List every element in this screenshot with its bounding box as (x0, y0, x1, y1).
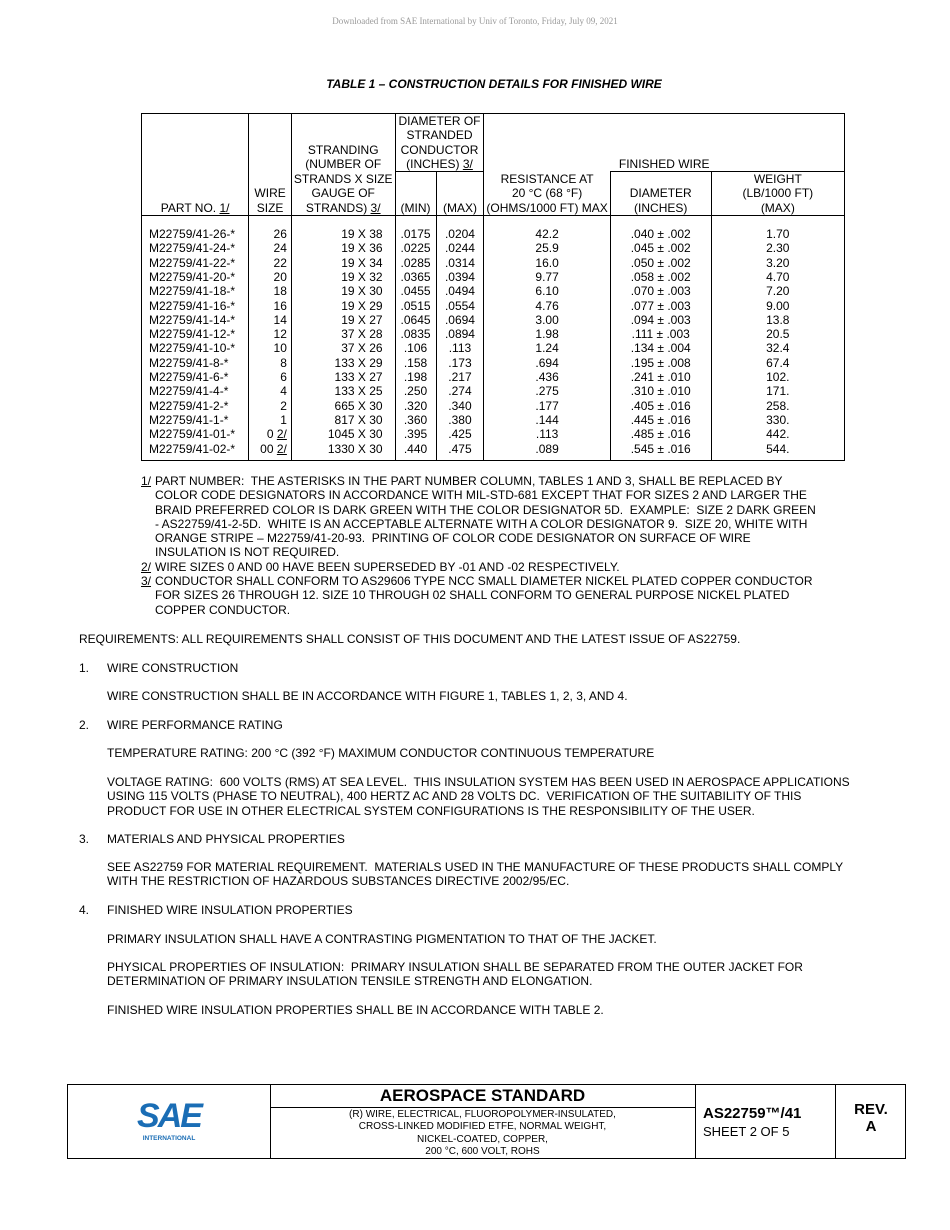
cell-resistance: .113 (535, 427, 559, 442)
cell-part-no: M22759/41-01-* (149, 427, 236, 442)
cell-weight: 4.70 (766, 269, 790, 284)
section-3-paragraph: SEE AS22759 FOR MATERIAL REQUIREMENT. MATERIALS USED IN THE MANUFACTURE OF THESE PRODUCTS SHALL COMPLY WITH THE RESTRICTION OF HAZARDOUS SUBSTANCES DIRECTIVE 2002/95/EC. (107, 860, 844, 889)
cell-weight: 32.4 (766, 341, 790, 356)
cell-wire-size: 6 (280, 370, 287, 385)
cell-min: .395 (403, 427, 428, 442)
cell-part-no: M22759/41-6-* (149, 370, 229, 385)
cell-min: .106 (403, 341, 428, 356)
cell-wire-size: 24 (273, 241, 287, 256)
cell-stranding: 133 X 29 (334, 355, 383, 370)
cell-max: .0554 (444, 298, 475, 313)
sae-logo-icon (68, 1085, 270, 1158)
header-conductor-diameter: DIAMETER OF STRANDED CONDUCTOR (INCHES) 3/ (395, 114, 484, 172)
cell-part-no: M22759/41-16-* (149, 298, 236, 313)
cell-wire-size: 14 (273, 312, 287, 327)
cell-diameter: .077 ± .003 (630, 298, 691, 313)
sheet-number: SHEET 2 OF 5 (703, 1124, 790, 1139)
section-2-title: WIRE PERFORMANCE RATING (107, 718, 283, 732)
cell-resistance: 4.76 (535, 298, 559, 313)
cell-resistance: 42.2 (535, 227, 559, 242)
revision-label: REV. (854, 1101, 888, 1118)
cell-stranding: 19 X 29 (341, 298, 383, 313)
header-stranding: STRANDING (NUMBER OF (291, 114, 395, 172)
cell-min: .198 (403, 370, 428, 385)
cell-stranding: 19 X 32 (341, 269, 383, 284)
cell-resistance: .275 (535, 384, 559, 399)
header-min: (MIN) (395, 172, 436, 216)
section-2-temperature: TEMPERATURE RATING: 200 °C (392 °F) MAXIMUM CONDUCTOR CONTINUOUS TEMPERATURE (107, 746, 655, 760)
sae-logo-cell (68, 1085, 271, 1158)
column-max (436, 216, 484, 461)
column-min (395, 216, 436, 461)
cell-stranding: 37 X 28 (341, 327, 383, 342)
cell-diameter: .050 ± .002 (630, 255, 691, 270)
column-weight (711, 216, 844, 461)
cell-part-no: M22759/41-26-* (149, 227, 236, 242)
cell-weight: 3.20 (766, 255, 790, 270)
cell-part-no: M22759/41-22-* (149, 255, 236, 270)
cell-resistance: .177 (535, 398, 559, 413)
cell-stranding: 1045 X 30 (327, 427, 383, 442)
cell-part-no: M22759/41-10-* (149, 341, 236, 356)
cell-max: .0494 (444, 284, 475, 299)
cell-resistance: .089 (535, 441, 559, 456)
section-1-title: WIRE CONSTRUCTION (107, 661, 239, 675)
cell-stranding: 19 X 36 (341, 241, 383, 256)
cell-wire-size: 00 2/ (260, 441, 287, 456)
cell-weight: 67.4 (766, 355, 790, 370)
svg-text:INTERNATIONAL: INTERNATIONAL (142, 1135, 196, 1142)
cell-wire-size: 20 (273, 269, 287, 284)
column-stranding (291, 216, 395, 461)
cell-part-no: M22759/41-1-* (149, 412, 229, 427)
cell-max: .0314 (444, 255, 475, 270)
header-weight: WEIGHT (LB/1000 FT) (MAX) (711, 172, 844, 216)
header-wire-size: WIRE SIZE (249, 172, 292, 216)
cell-weight: 13.8 (766, 312, 790, 327)
cell-stranding: 19 X 30 (341, 284, 383, 299)
cell-min: .0365 (400, 269, 431, 284)
cell-part-no: M22759/41-18-* (149, 284, 236, 299)
cell-weight: 1.70 (766, 227, 790, 242)
revision-cell (836, 1085, 906, 1158)
header-max: (MAX) (436, 172, 484, 216)
section-2-number: 2. (79, 718, 90, 732)
section-4-paragraph-3: FINISHED WIRE INSULATION PROPERTIES SHALL BE IN ACCORDANCE WITH TABLE 2. (107, 1003, 604, 1017)
cell-stranding: 19 X 38 (341, 227, 383, 242)
table-note: 1/ PART NUMBER: THE ASTERISKS IN THE PART NUMBER COLUMN, TABLES 1 AND 3, SHALL BE REPLACED BY COLOR CODE DESIGNATORS IN ACCORDANCE WITH MIL-STD-681 EXCEPT THAT FOR SIZES 2 AND LARGER THE BRAID PREFERRED COLOR IS DARK GREEN WITH THE COLOR DESIGNATOR 5D. EXAMPLE: SIZE 2 DARK GREEN - AS22759/41-2-5D. WHITE IS AN ACCEPTABLE ALTERNATE WITH A COLOR DESIGNATOR 9. SIZE 20, WHITE WITH ORANGE STRIPE – M22759/41-20-93. PRINTING OF COLOR CODE DESIGNATOR ON SURFACE OF WIRE INSULATION IS NOT REQUIRED. (141, 474, 816, 560)
standard-description-cell (270, 1085, 696, 1158)
cell-wire-size: 18 (273, 284, 287, 299)
cell-weight: 442. (766, 427, 790, 442)
cell-part-no: M22759/41-8-* (149, 355, 229, 370)
cell-max: .0394 (444, 269, 475, 284)
cell-wire-size: 22 (273, 255, 287, 270)
section-4-title: FINISHED WIRE INSULATION PROPERTIES (107, 903, 353, 917)
cell-part-no: M22759/41-02-* (149, 441, 236, 456)
standard-title: (R) WIRE, ELECTRICAL, FLUOROPOLYMER-INSULATED, CROSS-LINKED MODIFIED ETFE, NORMAL WEIGHT, NICKEL-COATED, COPPER, 200 °C, 600 VOLT, ROHS (349, 1109, 616, 1157)
section-3-number: 3. (79, 832, 90, 846)
cell-stranding: 133 X 25 (334, 384, 383, 399)
cell-wire-size: 26 (273, 227, 287, 242)
download-watermark: Downloaded from SAE International by Univ of Toronto, Friday, July 09, 2021 (332, 16, 618, 26)
cell-diameter: .111 ± .003 (631, 327, 690, 342)
cell-max: .380 (448, 412, 472, 427)
cell-resistance: .694 (535, 355, 559, 370)
cell-part-no: M22759/41-12-* (149, 327, 236, 342)
cell-min: .0285 (400, 255, 431, 270)
cell-diameter: .094 ± .003 (630, 312, 691, 327)
cell-min: .0835 (400, 327, 431, 342)
cell-weight: 7.20 (766, 284, 790, 299)
section-4-paragraph-2: PHYSICAL PROPERTIES OF INSULATION: PRIMARY INSULATION SHALL BE SEPARATED FROM THE OUTER JACKET FOR DETERMINATION OF PRIMARY INSULATION TENSILE STRENGTH AND ELONGATION. (107, 960, 803, 989)
cell-part-no: M22759/41-20-* (149, 269, 236, 284)
cell-weight: 258. (766, 398, 790, 413)
requirements-text: REQUIREMENTS: ALL REQUIREMENTS SHALL CONSIST OF THIS DOCUMENT AND THE LATEST ISSUE OF AS22759. (79, 632, 741, 646)
cell-stranding: 665 X 30 (334, 398, 383, 413)
standard-number: AS22759™/41 (703, 1105, 802, 1122)
standard-heading: AEROSPACE STANDARD (270, 1085, 695, 1108)
cell-max: .425 (448, 427, 472, 442)
cell-weight: 2.30 (766, 241, 790, 256)
revision-value: A (865, 1118, 877, 1135)
cell-diameter: .310 ± .010 (630, 384, 691, 399)
cell-resistance: 25.9 (535, 241, 559, 256)
cell-max: .475 (448, 441, 472, 456)
column-diameter (610, 216, 711, 461)
column-part-no (142, 216, 249, 461)
cell-weight: 102. (766, 370, 790, 385)
cell-diameter: .485 ± .016 (630, 427, 691, 442)
cell-part-no: M22759/41-14-* (149, 312, 236, 327)
cell-min: .320 (403, 398, 428, 413)
cell-min: .0455 (400, 284, 431, 299)
cell-stranding: 1330 X 30 (327, 441, 383, 456)
header-finished-wire: FINISHED WIRE (484, 114, 845, 172)
cell-weight: 544. (766, 441, 790, 456)
cell-diameter: .045 ± .002 (630, 241, 691, 256)
table-title: TABLE 1 – CONSTRUCTION DETAILS FOR FINISHED WIRE (326, 77, 662, 91)
section-3-title: MATERIALS AND PHYSICAL PROPERTIES (107, 832, 345, 846)
section-2-voltage: VOLTAGE RATING: 600 VOLTS (RMS) AT SEA LEVEL. THIS INSULATION SYSTEM HAS BEEN USED IN AEROSPACE APPLICATIONS USING 115 VOLTS (PHASE TO NEUTRAL), 400 HERTZ AC AND 28 VOLTS DC. VERIFICATION OF THE SUITABILITY OF THIS PRODUCT FOR USE IN OTHER ELECTRICAL SYSTEM CONFIGURATIONS IS THE RESPONSIBILITY OF THE USER. (107, 775, 850, 818)
section-4-paragraph-1: PRIMARY INSULATION SHALL HAVE A CONTRASTING PIGMENTATION TO THAT OF THE JACKET. (107, 932, 657, 946)
cell-max: .113 (448, 341, 472, 356)
cell-min: .440 (403, 441, 428, 456)
header-stranding-cont: STRANDS X SIZE GAUGE OF STRANDS) 3/ (291, 172, 395, 216)
standard-number-cell (695, 1085, 836, 1158)
cell-min: .0645 (400, 312, 431, 327)
cell-min: .360 (403, 412, 428, 427)
cell-diameter: .405 ± .016 (630, 398, 691, 413)
header-part-no: PART NO. 1/ (142, 172, 249, 216)
cell-diameter: .058 ± .002 (630, 269, 691, 284)
cell-wire-size: 8 (280, 355, 287, 370)
column-resistance (484, 216, 610, 461)
cell-max: .0694 (444, 312, 475, 327)
cell-resistance: 1.98 (535, 327, 559, 342)
cell-stranding: 19 X 34 (341, 255, 383, 270)
table-note: 2/ WIRE SIZES 0 AND 00 HAVE BEEN SUPERSEDED BY -01 AND -02 RESPECTIVELY. (141, 559, 620, 574)
cell-stranding: 37 X 26 (341, 341, 383, 356)
cell-diameter: .241 ± .010 (630, 370, 691, 385)
cell-diameter: .545 ± .016 (630, 441, 691, 456)
cell-resistance: 1.24 (535, 341, 559, 356)
cell-weight: 171. (766, 384, 790, 399)
cell-stranding: 817 X 30 (334, 412, 383, 427)
table-note: 3/ CONDUCTOR SHALL CONFORM TO AS29606 TYPE NCC SMALL DIAMETER NICKEL PLATED COPPER CONDUCTOR FOR SIZES 26 THROUGH 12. SIZE 10 THROUGH 02 SHALL CONFORM TO GENERAL PURPOSE NICKEL PLATED COPPER CONDUCTOR. (141, 574, 813, 617)
cell-weight: 20.5 (766, 327, 790, 342)
cell-resistance: .436 (535, 370, 559, 385)
cell-diameter: .445 ± .016 (630, 412, 691, 427)
cell-part-no: M22759/41-4-* (149, 384, 229, 399)
cell-max: .274 (448, 384, 472, 399)
cell-max: .0894 (444, 327, 475, 342)
cell-stranding: 133 X 27 (334, 370, 383, 385)
table-notes (141, 474, 851, 617)
cell-part-no: M22759/41-2-* (149, 398, 229, 413)
cell-diameter: .195 ± .008 (630, 355, 691, 370)
cell-wire-size: 16 (273, 298, 287, 313)
cell-weight: 330. (766, 412, 790, 427)
cell-stranding: 19 X 27 (341, 312, 383, 327)
cell-min: .0515 (400, 298, 431, 313)
cell-min: .0225 (400, 241, 431, 256)
svg-text:SAE: SAE (137, 1097, 201, 1135)
cell-resistance: 16.0 (535, 255, 559, 270)
section-1-paragraph: WIRE CONSTRUCTION SHALL BE IN ACCORDANCE WITH FIGURE 1, TABLES 1, 2, 3, AND 4. (107, 689, 628, 703)
header-resistance: RESISTANCE AT 20 °C (68 °F) (OHMS/1000 FT) MAX (484, 172, 610, 216)
cell-max: .340 (448, 398, 472, 413)
cell-resistance: 6.10 (535, 284, 559, 299)
cell-resistance: .144 (535, 412, 559, 427)
section-4-number: 4. (79, 903, 90, 917)
cell-part-no: M22759/41-24-* (149, 241, 236, 256)
cell-wire-size: 4 (280, 384, 287, 399)
cell-min: .0175 (400, 227, 431, 242)
cell-max: .0204 (444, 227, 475, 242)
cell-min: .250 (403, 384, 428, 399)
column-wire-size (249, 216, 292, 461)
cell-wire-size: 10 (273, 341, 287, 356)
cell-wire-size: 2 (280, 398, 287, 413)
cell-resistance: 3.00 (535, 312, 559, 327)
cell-max: .217 (448, 370, 472, 385)
cell-wire-size: 12 (273, 327, 287, 342)
cell-resistance: 9.77 (535, 269, 559, 284)
cell-diameter: .134 ± .004 (630, 341, 691, 356)
cell-wire-size: 0 2/ (266, 427, 287, 442)
construction-table (141, 113, 845, 461)
cell-weight: 9.00 (766, 298, 790, 313)
cell-diameter: .070 ± .003 (630, 284, 691, 299)
cell-wire-size: 1 (280, 412, 287, 427)
cell-min: .158 (403, 355, 428, 370)
section-1-number: 1. (79, 661, 90, 675)
cell-max: .173 (448, 355, 472, 370)
title-block (67, 1084, 906, 1159)
header-diameter: DIAMETER (INCHES) (610, 172, 711, 216)
cell-diameter: .040 ± .002 (630, 227, 691, 242)
cell-max: .0244 (444, 241, 475, 256)
